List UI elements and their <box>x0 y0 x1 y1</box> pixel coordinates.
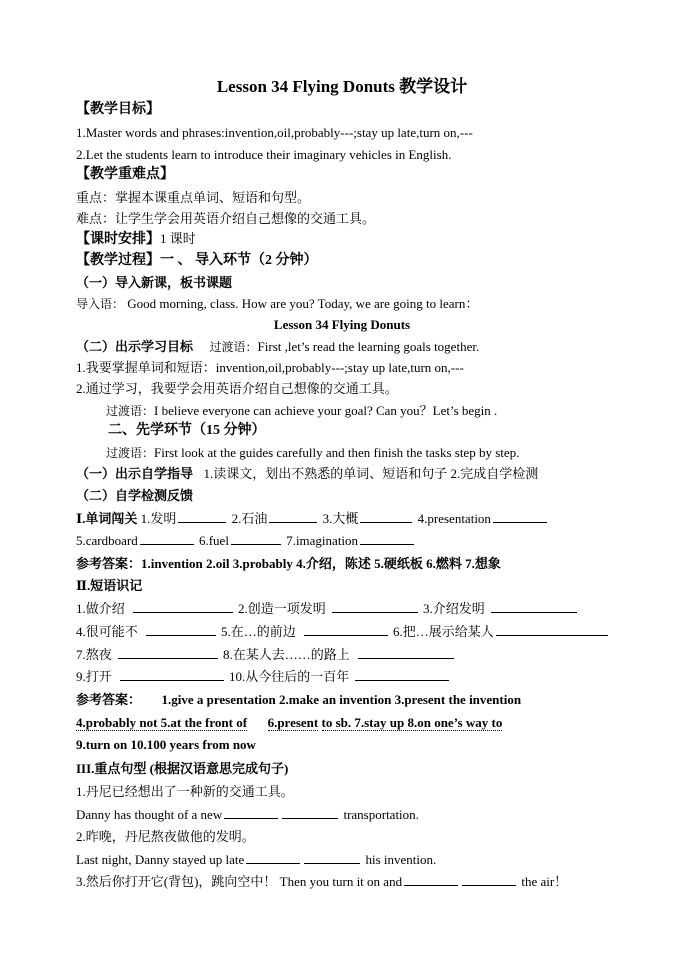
intro-line <box>76 295 478 313</box>
vocab-blank-1[interactable] <box>178 510 226 523</box>
step1-heading: 一 、 导入环节（2 分钟） <box>160 253 318 268</box>
intro-prefix: 导入语： <box>76 297 125 311</box>
sentence-1-en-start: Danny has thought of a new <box>76 807 223 822</box>
phrase-item-4: 4.很可能不 <box>76 624 138 639</box>
phrase-blank-9[interactable] <box>120 668 224 681</box>
phrase-blank-8[interactable] <box>358 646 454 659</box>
phrase-answers-line-3: 9.turn on 10.100 years from now <box>76 737 256 752</box>
phrase-item-7: 7.熬夜 <box>76 647 112 662</box>
trans2-prefix: 过渡语： <box>106 404 155 418</box>
schedule-label: 【课时安排】 <box>76 232 160 247</box>
step2-heading: 二、先学环节（15 分钟） <box>108 423 266 438</box>
keypoints-heading: 【教学重难点】 <box>76 167 174 182</box>
vocab-answers: 参考答案：1.invention 2.oil 3.probably 4.介绍，陈述 5.硬纸板 6.燃料 7.想象 <box>76 556 501 571</box>
phrase-answers-2c: to sb. 7.stay up 8.on one’s way to <box>321 715 503 730</box>
intro-text: Good morning, class. How are you? Today, we are going to learn： <box>127 296 479 311</box>
vocab-item-4: 4.presentation <box>417 511 491 526</box>
phrase-item-3: 3.介绍发明 <box>423 601 485 616</box>
sub2-heading: （二）出示学习目标 <box>76 339 194 354</box>
process-label: 【教学过程】 <box>76 253 160 268</box>
phrase-line-3 <box>76 646 456 664</box>
sentence-3-blank-2[interactable] <box>462 873 516 886</box>
sentence-1-en <box>76 806 419 824</box>
phrase-line-1 <box>76 600 579 618</box>
vocab-blank-5[interactable] <box>140 532 194 545</box>
learning-goal-2: 2.通过学习，我要学会用英语介绍自己想像的交通工具。 <box>76 381 398 396</box>
trans3-prefix: 过渡语： <box>106 446 155 460</box>
sentence-2-en-end: his invention. <box>365 852 437 867</box>
phrase-answers-label: 参考答案： <box>76 692 142 707</box>
sentence-3-cn: 3.然后你打开它(背包)，跳向空中！ <box>76 874 277 889</box>
vocab-blank-3[interactable] <box>360 510 412 523</box>
phrase-item-10: 10.从今往后的一百年 <box>229 669 350 684</box>
keypoint-zhongdian: 重点：掌握本课重点单词、短语和句型。 <box>76 190 311 205</box>
goals-heading: 【教学目标】 <box>76 102 160 117</box>
phrase-item-2: 2.创造一项发明 <box>238 601 326 616</box>
sentence-3-line <box>76 873 567 891</box>
keypoint-nandian: 难点：让学生学会用英语介绍自己想像的交通工具。 <box>76 211 376 226</box>
sentence-2-blank-2[interactable] <box>304 851 360 864</box>
phrase-line-4 <box>76 668 451 686</box>
vocab-line-2 <box>76 532 416 550</box>
phrase-item-9: 9.打开 <box>76 669 112 684</box>
phrase-blank-7[interactable] <box>118 646 218 659</box>
vocab-blank-2[interactable] <box>269 510 317 523</box>
schedule-value: 1 课时 <box>160 231 196 246</box>
sentence-2-en-start: Last night, Danny stayed up late <box>76 852 245 867</box>
feedback-heading: （二）自学检测反馈 <box>76 488 194 503</box>
phrase-blank-2[interactable] <box>332 600 418 613</box>
phrase-answers-1: 1.give a presentation 2.make an invention 3.present the invention <box>161 692 522 707</box>
vocab-heading: Ⅰ.单词闯关 <box>76 511 138 526</box>
sentence-3-en-end: the air！ <box>521 874 568 889</box>
vocab-item-7: 7.imagination <box>286 533 359 548</box>
phrase-answers-2b: 6.present <box>267 715 319 730</box>
phrase-blank-10[interactable] <box>355 668 449 681</box>
guide-label: （一）出示自学指导 <box>76 466 194 481</box>
guide-text: 1.读课文，划出不熟悉的单词、短语和句子 2.完成自学检测 <box>203 466 539 481</box>
phrase-blank-3[interactable] <box>491 600 577 613</box>
phrase-answers-line-1 <box>76 691 521 709</box>
vocab-item-3: 3.大概 <box>322 511 359 526</box>
phrase-item-8: 8.在某人去……的路上 <box>223 647 350 662</box>
trans3-line <box>106 444 519 462</box>
sentences-heading: III.重点句型 (根据汉语意思完成句子) <box>76 761 289 776</box>
sub1-heading: （一）导入新课，板书课题 <box>76 275 233 290</box>
sentence-1-blank-2[interactable] <box>282 806 338 819</box>
phrase-blank-4[interactable] <box>146 623 216 636</box>
trans1-prefix: 过渡语： <box>209 340 258 354</box>
vocab-item-2: 2.石油 <box>231 511 268 526</box>
trans3-text: First look at the guides carefully and then finish the tasks step by step. <box>154 445 520 460</box>
process-line <box>76 252 318 270</box>
sentence-1-cn: 1.丹尼已经想出了一种新的交通工具。 <box>76 784 294 799</box>
goal-line-1: 1.Master words and phrases:invention,oil,probably---;stay up late,turn on,--- <box>76 125 473 140</box>
sentence-2-en <box>76 851 436 869</box>
sentence-1-blank-1[interactable] <box>224 806 278 819</box>
vocab-item-1: 1.发明 <box>140 511 177 526</box>
phrase-blank-5[interactable] <box>304 623 388 636</box>
sentence-3-blank-1[interactable] <box>404 873 458 886</box>
trans1-text: First ,let’s read the learning goals together. <box>257 339 480 354</box>
sentence-3-en-start: Then you turn it on and <box>279 874 403 889</box>
goal-line-2: 2.Let the students learn to introduce their imaginary vehicles in English. <box>76 147 452 162</box>
sentence-1-en-end: transportation. <box>343 807 419 822</box>
document-title: Lesson 34 Flying Donuts 教学设计 <box>216 77 468 96</box>
phrase-answers-line-2 <box>76 714 502 732</box>
phrase-item-1: 1.做介绍 <box>76 601 125 616</box>
vocab-item-6: 6.fuel <box>198 533 229 548</box>
phrase-item-5: 5.在…的前边 <box>221 624 296 639</box>
phrase-blank-6[interactable] <box>496 623 608 636</box>
phrase-line-2 <box>76 623 610 641</box>
lesson-title-center: Lesson 34 Flying Donuts <box>273 317 411 332</box>
schedule-line <box>76 230 196 249</box>
sentence-2-cn: 2.昨晚，丹尼熬夜做他的发明。 <box>76 829 255 844</box>
trans2-text: I believe everyone can achieve your goal? Can you？Let’s begin . <box>154 403 498 418</box>
phrase-blank-1[interactable] <box>133 600 233 613</box>
learning-goal-1: 1.我要掌握单词和短语：invention,oil,probably---;stay up late,turn on,--- <box>76 360 464 375</box>
guide-line <box>76 465 538 483</box>
vocab-blank-4[interactable] <box>493 510 547 523</box>
vocab-blank-6[interactable] <box>231 532 281 545</box>
sentence-2-blank-1[interactable] <box>246 851 300 864</box>
vocab-line-1 <box>76 510 549 528</box>
phrase-answers-2a: 4.probably not 5.at the front of <box>76 715 248 730</box>
sub2-line <box>76 338 479 356</box>
vocab-item-5: 5.cardboard <box>76 533 138 548</box>
trans2-line <box>106 402 497 420</box>
phrases-heading: Ⅱ.短语识记 <box>76 578 143 593</box>
phrase-item-6: 6.把…展示给某人 <box>393 624 494 639</box>
vocab-blank-7[interactable] <box>360 532 414 545</box>
